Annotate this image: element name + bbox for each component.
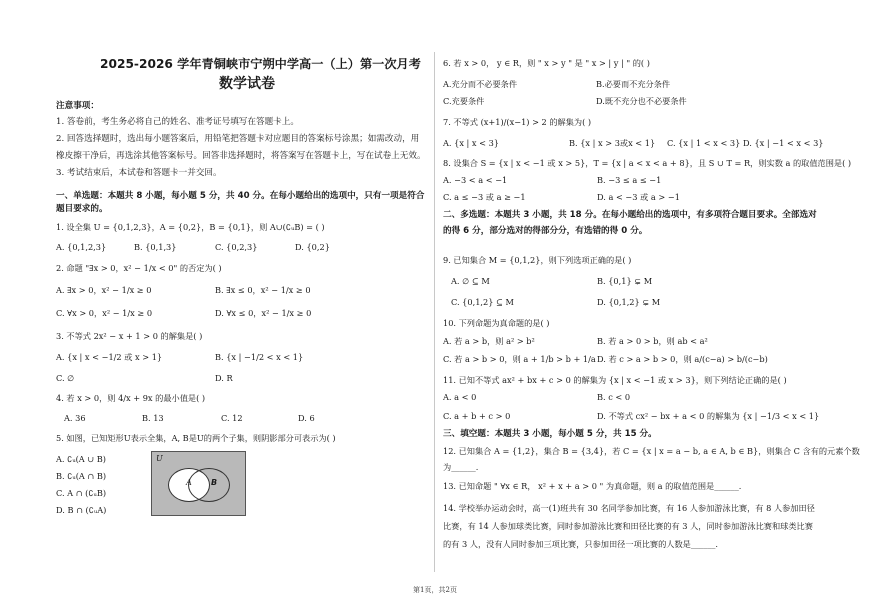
notice-heading: 注意事项： — [56, 101, 99, 111]
option: C. a ≤ −3 或 a ≥ −1 — [443, 192, 526, 202]
question-stem: 13. 已知命题 " ∀x ∈ R， x² + x + a > 0 " 为真命题，则 a 的取值范围是______. — [443, 481, 742, 491]
option: B. {x | −1/2 < x < 1} — [215, 352, 304, 362]
question-stem: 11. 已知不等式 ax² + bx + c > 0 的解集为 {x | x < −1 或 x > 3}，则下列结论正确的是( ) — [443, 375, 787, 385]
option: B. c < 0 — [597, 392, 631, 402]
option: C. {x | 1 < x < 3} — [667, 138, 741, 148]
option: A.充分而不必要条件 — [443, 79, 518, 89]
option: D. a < −3 或 a > −1 — [597, 192, 680, 202]
notice-line: 2. 回答选择题时，选出每小题答案后，用铅笔把答题卡对应题目的答案标号涂黑；如需改动，用 — [56, 134, 420, 144]
option: D. B ∩ (∁ᵤA) — [56, 505, 107, 515]
option: A. {x | x < 3} — [443, 138, 500, 148]
option: C. 若 a > b > 0，则 a + 1/b > b + 1/a — [443, 354, 596, 364]
option: B. 13 — [142, 413, 164, 423]
question-stem: 5. 如图，已知矩形U表示全集，A, B是U的两个子集，则阴影部分可表示为( ) — [56, 433, 336, 443]
option: C. {0,2,3} — [215, 242, 258, 252]
question-stem: 14. 学校举办运动会时，高一(1)班共有 30 名同学参加比赛，有 16 人参加游泳比赛，有 8 人参加田径 — [443, 503, 815, 513]
option: D. {0,2} — [295, 242, 330, 252]
section2-heading: 的得 6 分，部分选对的得部分分，有选错的得 0 分。 — [443, 226, 648, 236]
question-stem: 的有 3 人，没有人同时参加三项比赛，只参加田径一项比赛的人数是______. — [443, 539, 719, 549]
option: A. {0,1,2,3} — [56, 242, 107, 252]
option: C. ∅ — [56, 373, 75, 383]
section3-heading: 三、填空题：本题共 3 小题，每小题 5 分，共 15 分。 — [443, 429, 657, 439]
question-stem: 3. 不等式 2x² − x + 1 > 0 的解集是( ) — [56, 331, 203, 341]
universe-label: U — [156, 454, 163, 463]
set-b-label: B — [211, 478, 218, 487]
set-a-label: A — [186, 478, 192, 487]
option: A. a < 0 — [443, 392, 477, 402]
option: A. −3 < a < −1 — [443, 175, 508, 185]
venn-diagram — [151, 451, 246, 516]
option: D. 不等式 cx² − bx + a < 0 的解集为 {x | −1/3 < x < 1} — [597, 411, 820, 421]
question-stem: 8. 设集合 S = {x | x < −1 或 x > 5}，T = {x | a < x < a + 8}，且 S ∪ T = R，则实数 a 的取值范围是( ) — [443, 158, 852, 168]
option: C. ∀x > 0，x² − 1/x ≥ 0 — [56, 308, 153, 318]
section1-heading: 一、单选题：本题共 8 小题，每小题 5 分，共 40 分。在每小题给出的选项中，只有一项是符合 — [56, 191, 425, 201]
question-stem: 4. 若 x > 0，则 4/x + 9x 的最小值是( ) — [56, 393, 206, 403]
option: B. 若 a > 0 > b，则 ab < a² — [597, 336, 708, 346]
option: B. ∁ᵤ(A ∩ B) — [56, 471, 107, 481]
set-b-circle — [188, 468, 230, 502]
option: D. {x | −1 < x < 3} — [743, 138, 824, 148]
notice-line: 橡皮擦干净后，再选涂其他答案标号。回答非选择题时，将答案写在答题卡上，写在试卷上无效。 — [56, 151, 426, 161]
option: A. 36 — [64, 413, 86, 423]
option: D. {0,1,2} ⊊ M — [597, 297, 661, 307]
option: C. {0,1,2} ⊆ M — [451, 297, 514, 307]
question-stem: 为______. — [443, 462, 479, 472]
option: B. {0,1} ⊊ M — [597, 276, 653, 286]
exam-title: 2025-2026 学年青铜峡市宁朔中学高一（上）第一次月考 — [100, 57, 421, 71]
option: D. R — [215, 373, 233, 383]
option: A. {x | x < −1/2 或 x > 1} — [56, 352, 163, 362]
option: A. ∃x > 0，x² − 1/x ≥ 0 — [56, 285, 152, 295]
question-stem: 2. 命题 "∃x > 0，x² − 1/x < 0" 的否定为( ) — [56, 263, 222, 273]
option: D. 6 — [298, 413, 315, 423]
option: B. {x | x > 3或x < 1} — [569, 138, 656, 148]
option: A. 若 a > b，则 a² > b² — [443, 336, 535, 346]
notice-line: 1. 答卷前，考生务必将自己的姓名、准考证号填写在答题卡上。 — [56, 117, 299, 127]
option: A. ∁ᵤ(A ∪ B) — [56, 454, 106, 464]
question-stem: 12. 已知集合 A = {1,2}，集合 B = {3,4}，若 C = {x | x = a − b, a ∈ A, b ∈ B}，则集合 C 含有的元素个数 — [443, 446, 860, 456]
exam-subtitle: 数学试卷 — [219, 76, 275, 92]
option: C. A ∩ (∁ᵤB) — [56, 488, 107, 498]
option: C. 12 — [221, 413, 243, 423]
option: A. ∅ ⊆ M — [451, 276, 490, 286]
section2-heading: 二、多选题：本题共 3 小题，共 18 分。在每小题给出的选项中，有多项符合题目要求。全部选对 — [443, 210, 817, 220]
option: C. a + b + c > 0 — [443, 411, 511, 421]
question-stem: 比赛，有 14 人参加球类比赛，同时参加游泳比赛和田径比赛的有 3 人，同时参加游泳比赛和球类比赛 — [443, 521, 813, 531]
option: B. ∃x ≤ 0，x² − 1/x ≥ 0 — [215, 285, 311, 295]
option: B. −3 ≤ a ≤ −1 — [597, 175, 662, 185]
option: C.充要条件 — [443, 96, 485, 106]
page-number: 第1页，共2页 — [413, 586, 457, 594]
section1-heading: 题目要求的。 — [56, 204, 108, 214]
question-stem: 10. 下列命题为真命题的是( ) — [443, 318, 550, 328]
option: D. ∀x ≤ 0，x² − 1/x ≥ 0 — [215, 308, 312, 318]
question-stem: 6. 若 x > 0， y ∈ R，则 " x > y " 是 " x > | y | " 的( ) — [443, 58, 650, 68]
option: D.既不充分也不必要条件 — [596, 96, 687, 106]
question-stem: 9. 已知集合 M = {0,1,2}，则下列选项正确的是( ) — [443, 255, 632, 265]
question-stem: 1. 设全集 U = {0,1,2,3}，A = {0,2}，B = {0,1}，则 A∪(∁ᵤB) = ( ) — [56, 222, 325, 232]
notice-line: 3. 考试结束后，本试卷和答题卡一并交回。 — [56, 168, 222, 178]
option: D. 若 c > a > b > 0，则 a/(c−a) > b/(c−b) — [597, 354, 768, 364]
option: B. {0,1,3} — [134, 242, 177, 252]
option: B.必要而不充分条件 — [596, 79, 671, 89]
question-stem: 7. 不等式 (x+1)/(x−1) > 2 的解集为( ) — [443, 117, 592, 127]
column-divider — [434, 52, 435, 572]
